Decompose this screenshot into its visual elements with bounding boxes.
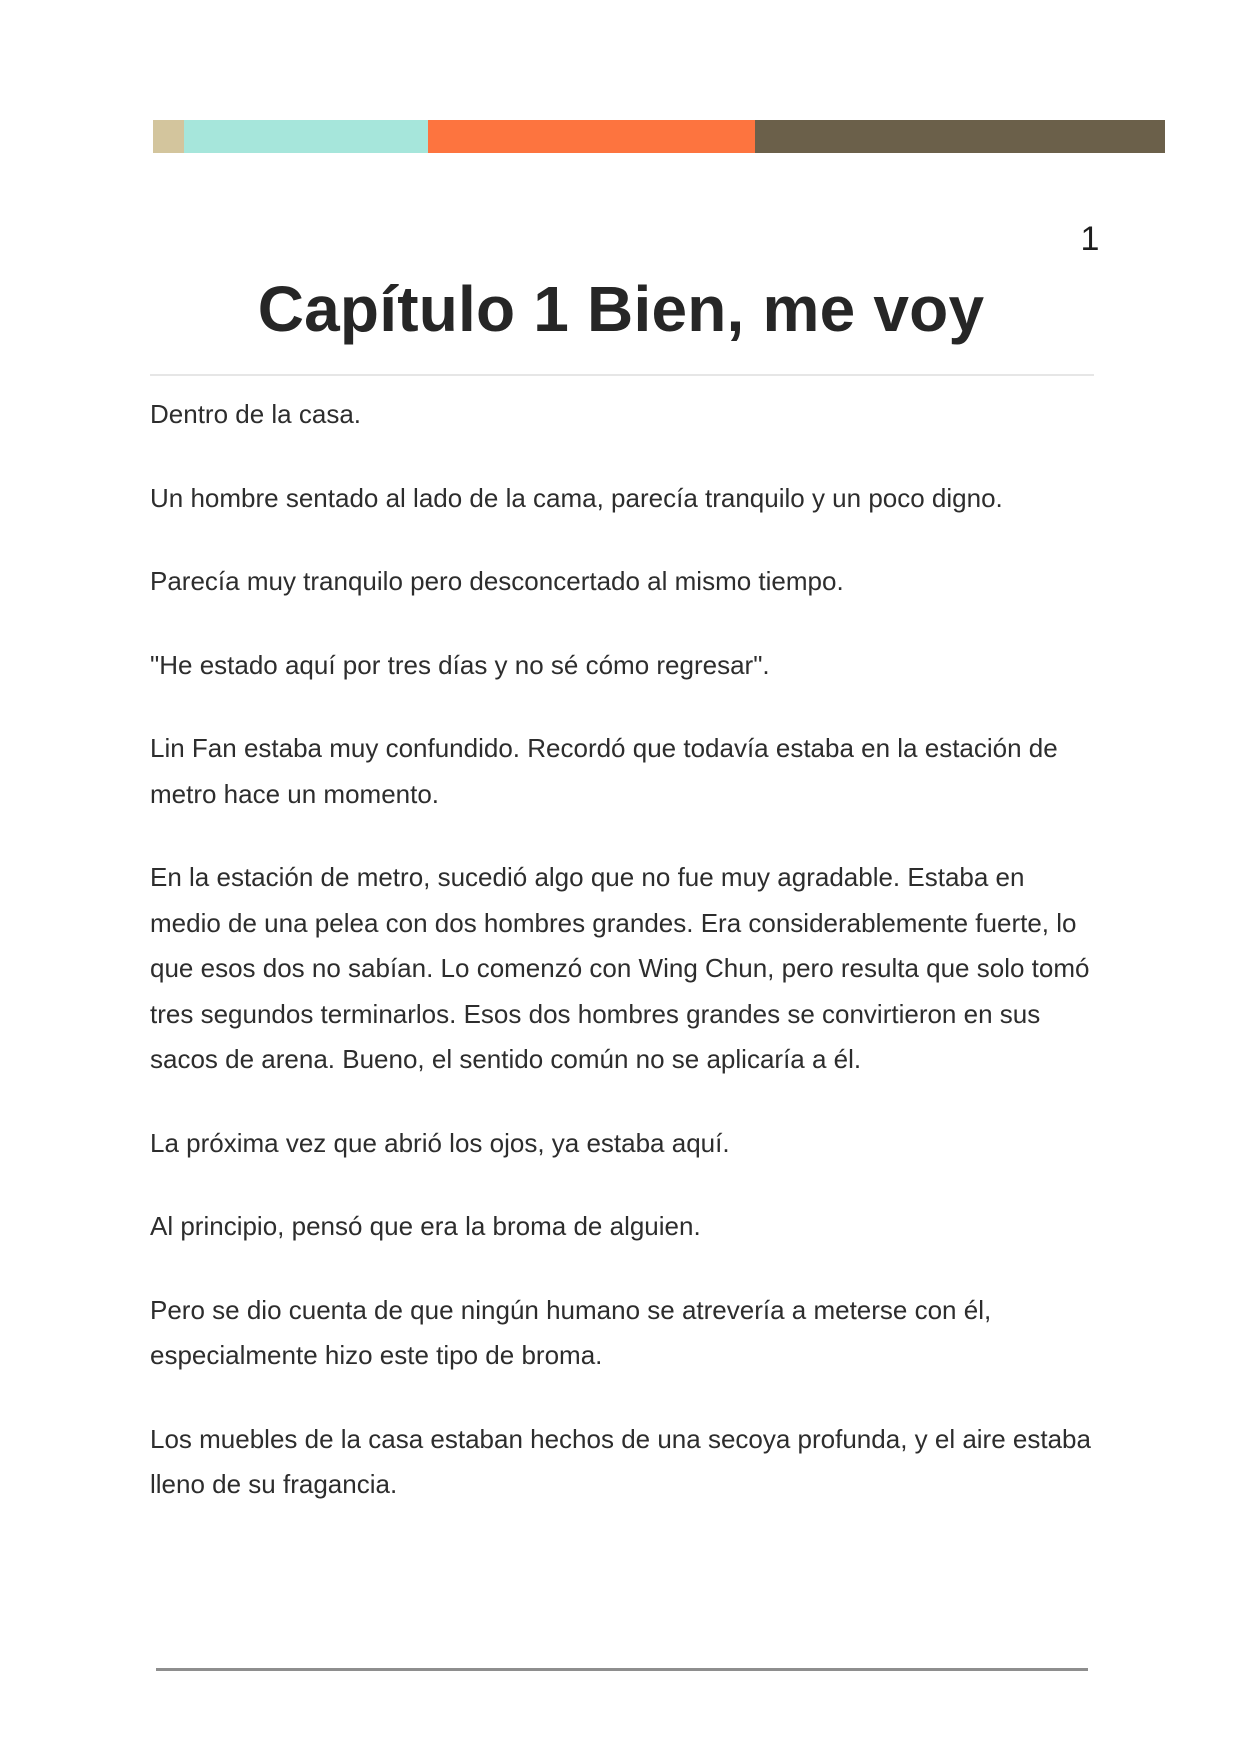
paragraph: Al principio, pensó que era la broma de alguien. [150,1211,701,1241]
paragraph: Lin Fan estaba muy confundido. Recordó que todavía estaba en la estación de metro hace un momento. [150,733,1058,809]
paragraph: La próxima vez que abrió los ojos, ya estaba aquí. [150,1127,730,1158]
chapter-title: Capítulo 1 Bien, me voy [257,273,985,345]
paragraph: Parecía muy tranquilo pero desconcertado al mismo tiempo. [150,566,844,596]
color-bar-segment-aqua [184,120,428,153]
chapter-body [150,392,1094,1546]
footer-divider [156,1668,1088,1671]
paragraph: Pero se dio cuenta de que ningún humano se atrevería a meterse con él, especialmente hizo este tipo de broma. [150,1294,992,1370]
header-color-bar [153,120,1165,153]
paragraph: Un hombre sentado al lado de la cama, parecía tranquilo y un poco digno. [150,482,1003,513]
paragraph: "He estado aquí por tres días y no sé cómo regresar". [150,649,770,680]
paragraph: Dentro de la casa. [150,399,362,429]
color-bar-segment-beige [153,120,184,153]
title-divider [150,374,1094,376]
color-bar-segment-orange [428,120,755,153]
paragraph: Los muebles de la casa estaban hechos de una secoya profunda, y el aire estaba lleno de su fragancia. [150,1423,1091,1499]
color-bar-segment-brown [755,120,1165,153]
paragraph: En la estación de metro, sucedió algo que no fue muy agradable. Estaba en medio de una pelea con dos hombres grandes. Era considerablemente fuerte, lo que esos dos no sabían. Lo comenzó con Wing Chun, pero resulta que solo tomó tres segundos terminarlos. Esos dos hombres grandes se convirtieron en sus sacos de arena. Bueno, el sentido común no se aplicaría a él. [150,862,1090,1074]
page-number: 1 [1080,220,1100,258]
